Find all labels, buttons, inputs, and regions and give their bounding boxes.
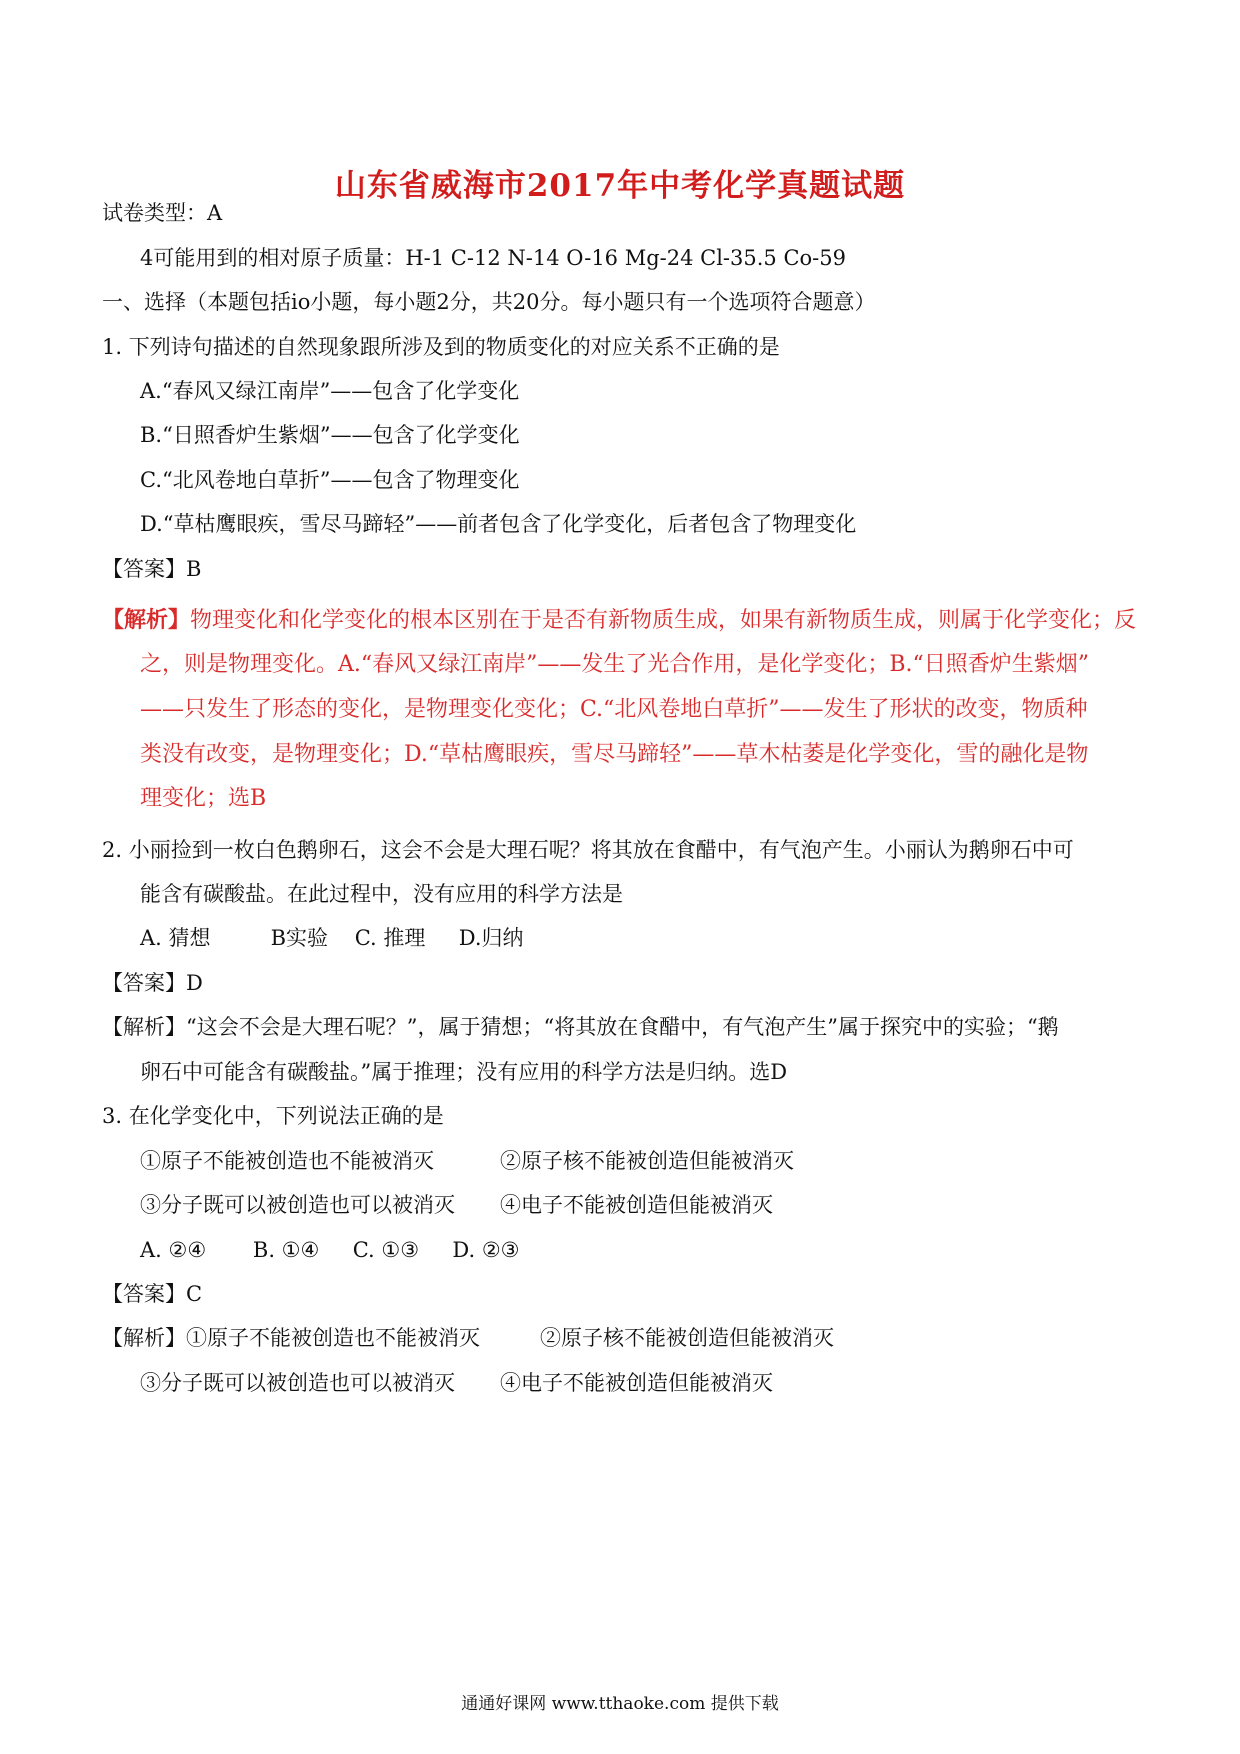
question-3-analysis-statement-2: ②原子核不能被创造但能被消灭 [540,1326,834,1350]
question-1-option-c: C.“北风卷地白草折”——包含了物理变化 [140,468,520,492]
page-footer: 通通好课网 www.tthaoke.com 提供下载 [461,1694,779,1714]
analysis-text: 物理变化和化学变化的根本区别在于是否有新物质生成，如果有新物质生成，则属于化学变化；反 [190,608,1137,633]
question-3-statement-2: ②原子核不能被创造但能被消灭 [500,1149,794,1173]
question-3-statement-4: ④电子不能被创造但能被消灭 [500,1193,773,1217]
question-1-answer: 【答案】B [102,557,202,581]
page-title: 山东省威海市2017年中考化学真题试题 [334,168,906,204]
question-1-option-b: B.“日照香炉生紫烟”——包含了化学变化 [140,423,520,447]
analysis-label: 【解析】 [102,1326,186,1350]
question-3-answer: 【答案】C [102,1282,203,1306]
atomic-masses: 4可能用到的相对原子质量：H-1 C-12 N-14 O-16 Mg-24 Cl-35.5 Co-59 [140,246,846,270]
question-3-stem: 3. 在化学变化中，下列说法正确的是 [102,1104,444,1128]
question-2-options: A. 猜想 B实验 C. 推理 D.归纳 [140,926,524,950]
question-3-statement-1: ①原子不能被创造也不能被消灭 [140,1149,434,1173]
question-2-stem-line-2: 能含有碳酸盐。在此过程中，没有应用的科学方法是 [140,882,623,906]
question-2-analysis-line-2: 卵石中可能含有碳酸盐。”属于推理；没有应用的科学方法是归纳。选D [140,1060,788,1084]
question-2-answer: 【答案】D [102,971,203,995]
question-1-analysis-line-2: 之，则是物理变化。A.“春风又绿江南岸”——发生了光合作用，是化学变化；B.“日照香炉生紫烟” [140,652,1090,677]
question-1-analysis-line-1 [102,605,1136,636]
question-1-analysis-line-4: 类没有改变，是物理变化；D.“草枯鹰眼疾，雪尽马蹄轻”——草木枯萎是化学变化，雪的融化是物 [140,742,1089,767]
question-3-analysis-statement-3: ③分子既可以被创造也可以被消灭 [140,1371,455,1395]
question-1-option-d: D.“草枯鹰眼疾，雪尽马蹄轻”——前者包含了化学变化，后者包含了物理变化 [140,512,857,536]
question-2-stem-line-1: 2. 小丽捡到一枚白色鹅卵石，这会不会是大理石呢？将其放在食醋中，有气泡产生。小丽认为鹅卵石中可 [102,838,1074,862]
question-3-statement-3: ③分子既可以被创造也可以被消灭 [140,1193,455,1217]
question-1-option-a: A.“春风又绿江南岸”——包含了化学变化 [140,379,520,403]
section-heading: 一、选择（本题包括io小题，每小题2分，共20分。每小题只有一个选项符合题意） [102,290,876,314]
question-2-analysis-line-1: 【解析】“这会不会是大理石呢？”，属于猜想；“将其放在食醋中，有气泡产生”属于探究中的实验；“鹅 [102,1015,1059,1039]
paper-type: 试卷类型：A [102,201,223,225]
question-3-options: A. ②④ B. ①④ C. ①③ D. ②③ [140,1238,520,1262]
question-1-stem: 1. 下列诗句描述的自然现象跟所涉及到的物质变化的对应关系不正确的是 [102,335,780,359]
analysis-statement-1: ①原子不能被创造也不能被消灭 [186,1326,480,1350]
analysis-label: 【解析】 [102,607,191,633]
question-3-analysis-statement-4: ④电子不能被创造但能被消灭 [500,1371,773,1395]
question-1-analysis-line-3: ——只发生了形态的变化，是物理变化变化；C.“北风卷地白草折”——发生了形状的改变，物质种 [140,697,1088,722]
question-3-analysis-line-1 [102,1323,480,1353]
question-1-analysis-line-5: 理变化；选B [140,786,267,811]
